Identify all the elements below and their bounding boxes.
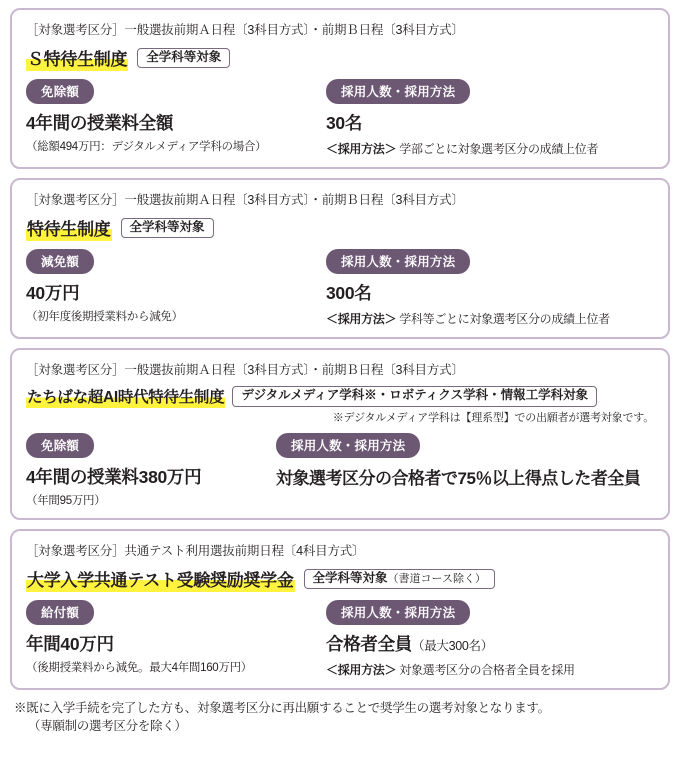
eligible-departments-badge: デジタルメディア学科※・ロボティクス学科・情報工学科対象 (232, 386, 597, 407)
scholarship-card-common-test (10, 529, 670, 690)
card-title-row (26, 45, 654, 71)
selection-column (326, 249, 654, 327)
amount-value: 40万円 (26, 283, 80, 303)
selection-method-text: 学科等ごとに対象選考区分の成績上位者 (399, 312, 610, 326)
selection-label-pill: 採用人数・採用方法 (326, 79, 470, 104)
program-title: たちばな超AI時代特待生制度 (26, 385, 225, 408)
page-footnote (14, 699, 670, 735)
amount-label-pill: 免除額 (26, 433, 94, 458)
amount-value: 年間40万円 (26, 634, 114, 654)
target-selection-category: ［対象選考区分］一般選抜前期Ａ日程〔3科目方式〕・前期Ｂ日程〔3科目方式〕 (26, 363, 464, 377)
target-selection-category: ［対象選考区分］共通テスト利用選抜前期日程〔4科目方式〕 (26, 544, 365, 558)
card-title-row (26, 215, 654, 241)
amount-value: 4年間の授業料全額 (26, 113, 174, 133)
target-selection-category: ［対象選考区分］一般選抜前期Ａ日程〔3科目方式〕・前期Ｂ日程〔3科目方式〕 (26, 193, 464, 207)
selection-method (326, 310, 654, 327)
selection-method (326, 140, 654, 157)
eligible-departments-badge: 全学科等対象 (137, 48, 230, 69)
program-title: 大学入学共通テスト受験奨励奨学金 (26, 566, 295, 592)
program-title: 特待生制度 (26, 215, 112, 241)
card-columns (26, 249, 654, 327)
selection-count (326, 631, 654, 656)
amount-value: 4年間の授業料380万円 (26, 467, 202, 487)
scholarship-card-tachibana-ai (10, 348, 670, 520)
amount-label-pill: 免除額 (26, 79, 94, 104)
selection-method-text: 学部ごとに対象選考区分の成績上位者 (399, 142, 599, 156)
selection-method (326, 661, 654, 678)
selection-method-label: ＜採用方法＞ (326, 663, 397, 677)
selection-count: 300名 (326, 283, 372, 303)
target-selection-category: ［対象選考区分］一般選抜前期Ａ日程〔3科目方式〕・前期Ｂ日程〔3科目方式〕 (26, 23, 464, 37)
eligible-departments-badge: 全学科等対象 (121, 218, 214, 239)
selection-method-label: ＜採用方法＞ (326, 142, 397, 156)
amount-column (26, 433, 276, 508)
amount-note: （後期授業料から減免。最大4年間160万円） (26, 662, 252, 674)
amount-note: （総額494万円：デジタルメディア学科の場合） (26, 141, 267, 153)
amount-label-pill: 減免額 (26, 249, 94, 274)
eligible-departments-badge (304, 569, 495, 590)
selection-label-pill: 採用人数・採用方法 (276, 433, 420, 458)
selection-method-label: ＜採用方法＞ (326, 312, 397, 326)
card-columns (26, 79, 654, 157)
page-footnote-line1: ※既に入学手続を完了した方も、対象選考区分に再出願することで奨学生の選考対象となります。 (14, 701, 550, 715)
selection-count: 対象選考区分の合格者で75％以上得点した者全員 (276, 469, 641, 488)
selection-count: 30名 (326, 113, 363, 133)
selection-count-main: 合格者全員 (326, 634, 412, 654)
card-title-row (26, 385, 654, 408)
selection-column (276, 433, 654, 508)
scholarship-card-tokutai (10, 178, 670, 339)
page-footnote-line2: （専願制の選考区分を除く） (28, 719, 187, 734)
amount-column (26, 249, 326, 327)
amount-note: （初年度後期授業料から減免） (26, 311, 183, 323)
eligible-departments-exception: （書道コース除く） (387, 572, 486, 585)
department-footnote: ※デジタルメディア学科は【理系型】での出願者が選考対象です。 (332, 412, 654, 424)
scholarship-card-s-tokutai (10, 8, 670, 169)
selection-method-text: 対象選考区分の合格者全員を採用 (399, 663, 575, 677)
amount-column (26, 600, 326, 678)
amount-label-pill: 給付額 (26, 600, 94, 625)
selection-label-pill: 採用人数・採用方法 (326, 600, 470, 625)
program-title: Ｓ特待生制度 (26, 45, 128, 71)
card-columns (26, 600, 654, 678)
selection-column (326, 79, 654, 157)
amount-note: （年間95万円） (26, 495, 106, 507)
selection-label-pill: 採用人数・採用方法 (326, 249, 470, 274)
card-columns (26, 433, 654, 508)
selection-column (326, 600, 654, 678)
selection-count-sub: （最大300名） (412, 639, 493, 653)
card-title-row (26, 566, 654, 592)
eligible-departments-text: 全学科等対象 (312, 570, 388, 585)
amount-column (26, 79, 326, 157)
